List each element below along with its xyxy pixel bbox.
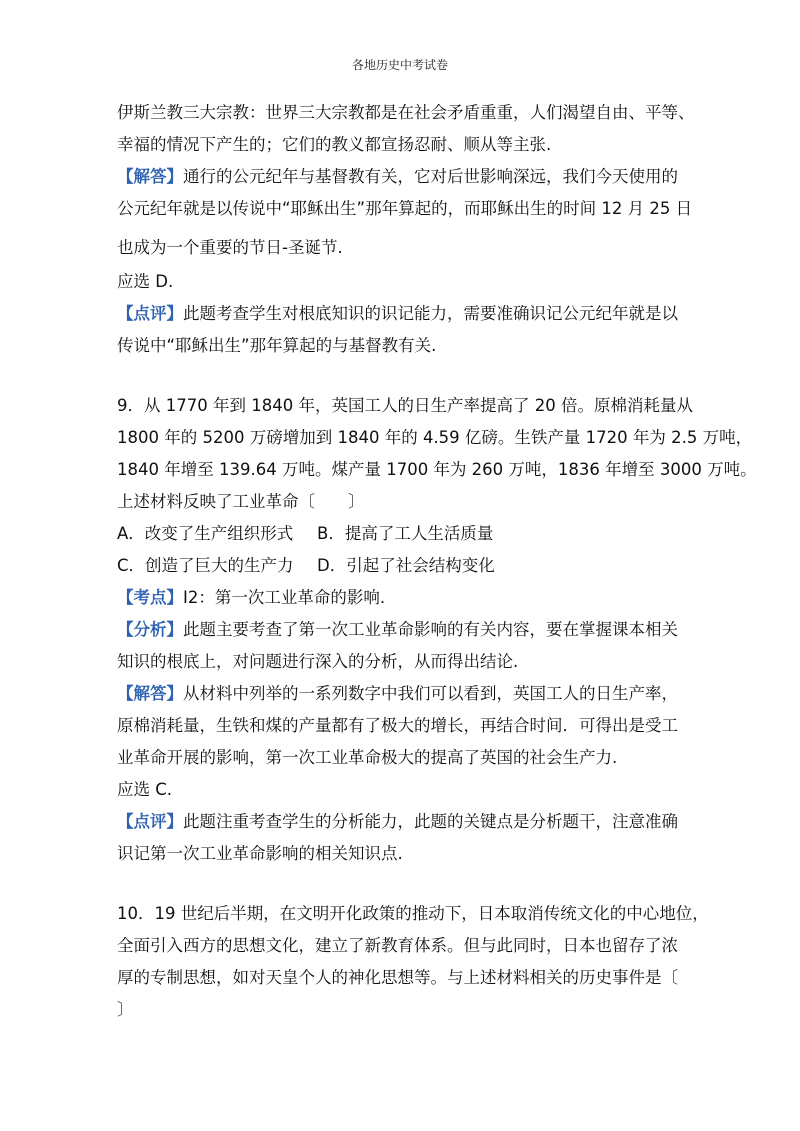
choose-answer: 应选 D. [117,272,174,291]
option-b: B．提高了工人生活质量 [317,524,494,543]
question-9-line: 1800 年的 5200 万磅增加到 1840 年的 4.59 亿磅。生铁产量 1720 年为 2.5 万吨， [117,428,753,447]
paragraph-line: 幸福的情况下产生的；它们的教义都宣扬忍耐、顺从等主张. [117,135,552,154]
choose-answer: 应选 C. [117,780,173,799]
answer-tag: 【解答】 [117,684,183,703]
page-header-title: 各地历史中考试卷 [351,58,448,72]
answer-line [117,166,678,188]
question-10-line: 〕 [117,1000,134,1019]
comment-line [117,303,678,325]
comment-text: 此题考查学生对根底知识的识记能力，需要准确识记公元纪年就是以 [183,304,678,323]
fenxi-line [117,619,678,641]
fenxi-tag: 【分析】 [117,620,183,639]
option-c: C．创造了巨大的生产力 [117,556,294,575]
paragraph-line: 知识的根底上，对问题进行深入的分析，从而得出结论. [117,652,519,671]
comment-tag: 【点评】 [117,812,183,831]
kaodian-tag: 【考点】 [117,588,183,607]
question-10-line: 全面引入西方的思想文化，建立了新教育体系。但与此同时，日本也留存了浓 [117,936,678,955]
paragraph-line: 公元纪年就是以传说中“耶稣出生”那年算起的，而耶稣出生的时间 12 月 25 日 [117,199,693,218]
question-9-line: 上述材料反映了工业革命〔 〕 [117,492,365,511]
question-9-line: 9．从 1770 年到 1840 年，英国工人的日生产率提高了 20 倍。原棉消耗量从 [117,396,693,415]
question-10-line: 厚的专制思想，如对天皇个人的神化思想等。与上述材料相关的历史事件是〔 [117,968,678,987]
paragraph-line: 业革命开展的影响，第一次工业革命极大的提高了英国的社会生产力. [117,748,618,767]
comment-line [117,811,678,833]
option-d: D．引起了社会结构变化 [317,556,495,575]
option-a: A．改变了生产组织形式 [117,524,294,543]
kaodian-text: I2：第一次工业革命的影响. [183,588,386,607]
answer-tag: 【解答】 [117,167,183,186]
paragraph-line: 识记第一次工业革命影响的相关知识点. [117,844,403,863]
kaodian-line [117,587,385,609]
paragraph-line: 原棉消耗量，生铁和煤的产量都有了极大的增长，再结合时间．可得出是受工 [117,716,678,735]
paragraph-line: 传说中“耶稣出生”那年算起的与基督教有关. [117,336,437,355]
comment-text: 此题注重考查学生的分析能力，此题的关键点是分析题干，注意准确 [183,812,678,831]
answer-text: 从材料中列举的一系列数字中我们可以看到，英国工人的日生产率， [183,684,678,703]
question-9-line: 1840 年增至 139.64 万吨。煤产量 1700 年为 260 万吨，1836 年增至 3000 万吨。 [117,460,757,479]
paragraph-line: 伊斯兰教三大宗教：世界三大宗教都是在社会矛盾重重，人们渴望自由、平等、 [117,103,695,122]
question-10-line: 10．19 世纪后半期，在文明开化政策的推动下，日本取消传统文化的中心地位， [117,904,709,923]
fenxi-text: 此题主要考查了第一次工业革命影响的有关内容，要在掌握课本相关 [183,620,678,639]
answer-line [117,683,678,705]
paragraph-line: 也成为一个重要的节日-圣诞节. [117,238,343,257]
answer-text: 通行的公元纪年与基督教有关，它对后世影响深远，我们今天使用的 [183,167,678,186]
comment-tag: 【点评】 [117,304,183,323]
